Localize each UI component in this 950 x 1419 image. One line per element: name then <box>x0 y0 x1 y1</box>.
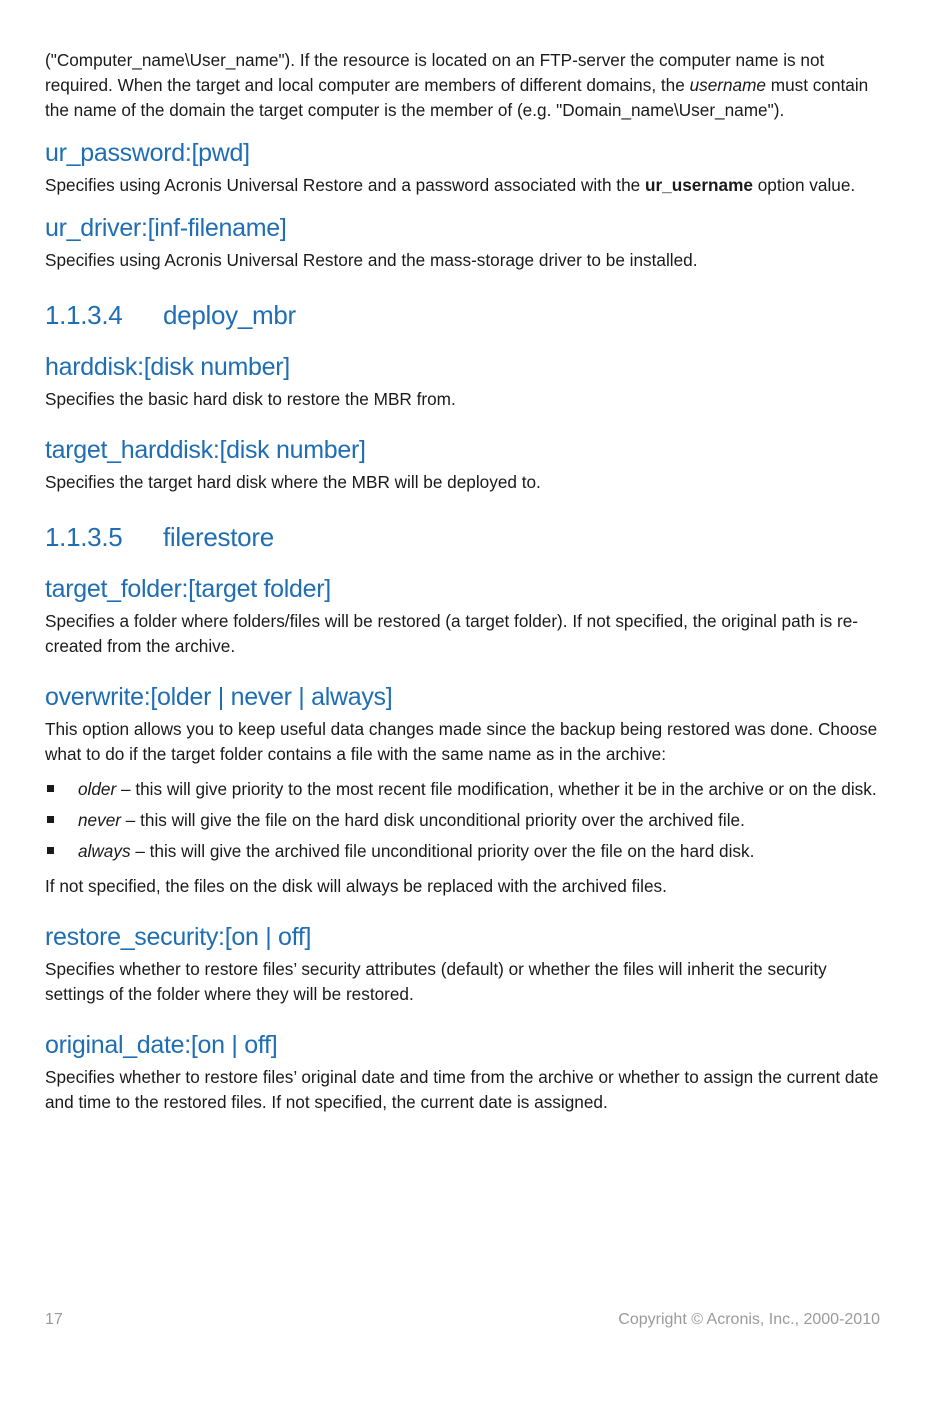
section-number: 1.1.3.5 <box>45 522 123 552</box>
list-item: older – this will give priority to the most recent file modification, whether it be in the archive or on the disk. <box>45 777 885 802</box>
intro-paragraph: ("Computer_name\User_name"). If the resource is located on an FTP-server the computer name is not required. When the target and local computer are members of different domains, the username must contain the name of the domain the target computer is the member of (e.g. "Domain_name\User_name"). <box>45 50 869 120</box>
bullet-icon <box>47 816 54 823</box>
list-item: always – this will give the archived file unconditional priority over the file on the hard disk. <box>45 839 885 864</box>
ur-password-heading: ur_password:[pwd] <box>45 139 250 167</box>
overwrite-description: This option allows you to keep useful data changes made since the backup being restored was done. Choose what to do if the target folder contains a file with the same name as in the archive: <box>45 719 878 764</box>
bullet-icon <box>47 785 54 792</box>
section-number: 1.1.3.4 <box>45 300 123 330</box>
target-harddisk-description: Specifies the target hard disk where the MBR will be deployed to. <box>45 472 541 492</box>
section-heading-filerestore <box>45 521 885 553</box>
harddisk-heading: harddisk:[disk number] <box>45 353 290 381</box>
copyright-notice: Copyright © Acronis, Inc., 2000-2010 <box>618 1311 880 1328</box>
overwrite-options-list <box>45 777 885 864</box>
target-folder-heading: target_folder:[target folder] <box>45 575 331 603</box>
overwrite-note: If not specified, the files on the disk will always be replaced with the archived files. <box>45 876 667 896</box>
ur-driver-description: Specifies using Acronis Universal Restore and the mass-storage driver to be installed. <box>45 250 698 270</box>
original-date-heading: original_date:[on | off] <box>45 1031 278 1059</box>
page-number: 17 <box>45 1311 63 1328</box>
target-harddisk-heading: target_harddisk:[disk number] <box>45 436 366 464</box>
target-folder-description: Specifies a folder where folders/files will be restored (a target folder). If not specified, the original path is re-created from the archive. <box>45 611 858 656</box>
section-title: filerestore <box>163 522 274 552</box>
ur-password-description: Specifies using Acronis Universal Restore and a password associated with the ur_username option value. <box>45 175 856 195</box>
restore-security-description: Specifies whether to restore files’ security attributes (default) or whether the files will inherit the security settings of the folder where they will be restored. <box>45 959 827 1004</box>
restore-security-heading: restore_security:[on | off] <box>45 923 312 951</box>
original-date-description: Specifies whether to restore files’ original date and time from the archive or whether to assign the current date and time to the restored files. If not specified, the current date is assigned. <box>45 1067 879 1112</box>
section-heading-deploy-mbr <box>45 299 885 331</box>
document-page <box>45 48 885 1115</box>
overwrite-heading: overwrite:[older | never | always] <box>45 683 393 711</box>
ur-driver-heading: ur_driver:[inf-filename] <box>45 214 287 242</box>
harddisk-description: Specifies the basic hard disk to restore the MBR from. <box>45 389 456 409</box>
bullet-icon <box>47 847 54 854</box>
section-title: deploy_mbr <box>163 300 296 330</box>
list-item: never – this will give the file on the hard disk unconditional priority over the archived file. <box>45 808 885 833</box>
page-footer <box>45 1311 880 1329</box>
